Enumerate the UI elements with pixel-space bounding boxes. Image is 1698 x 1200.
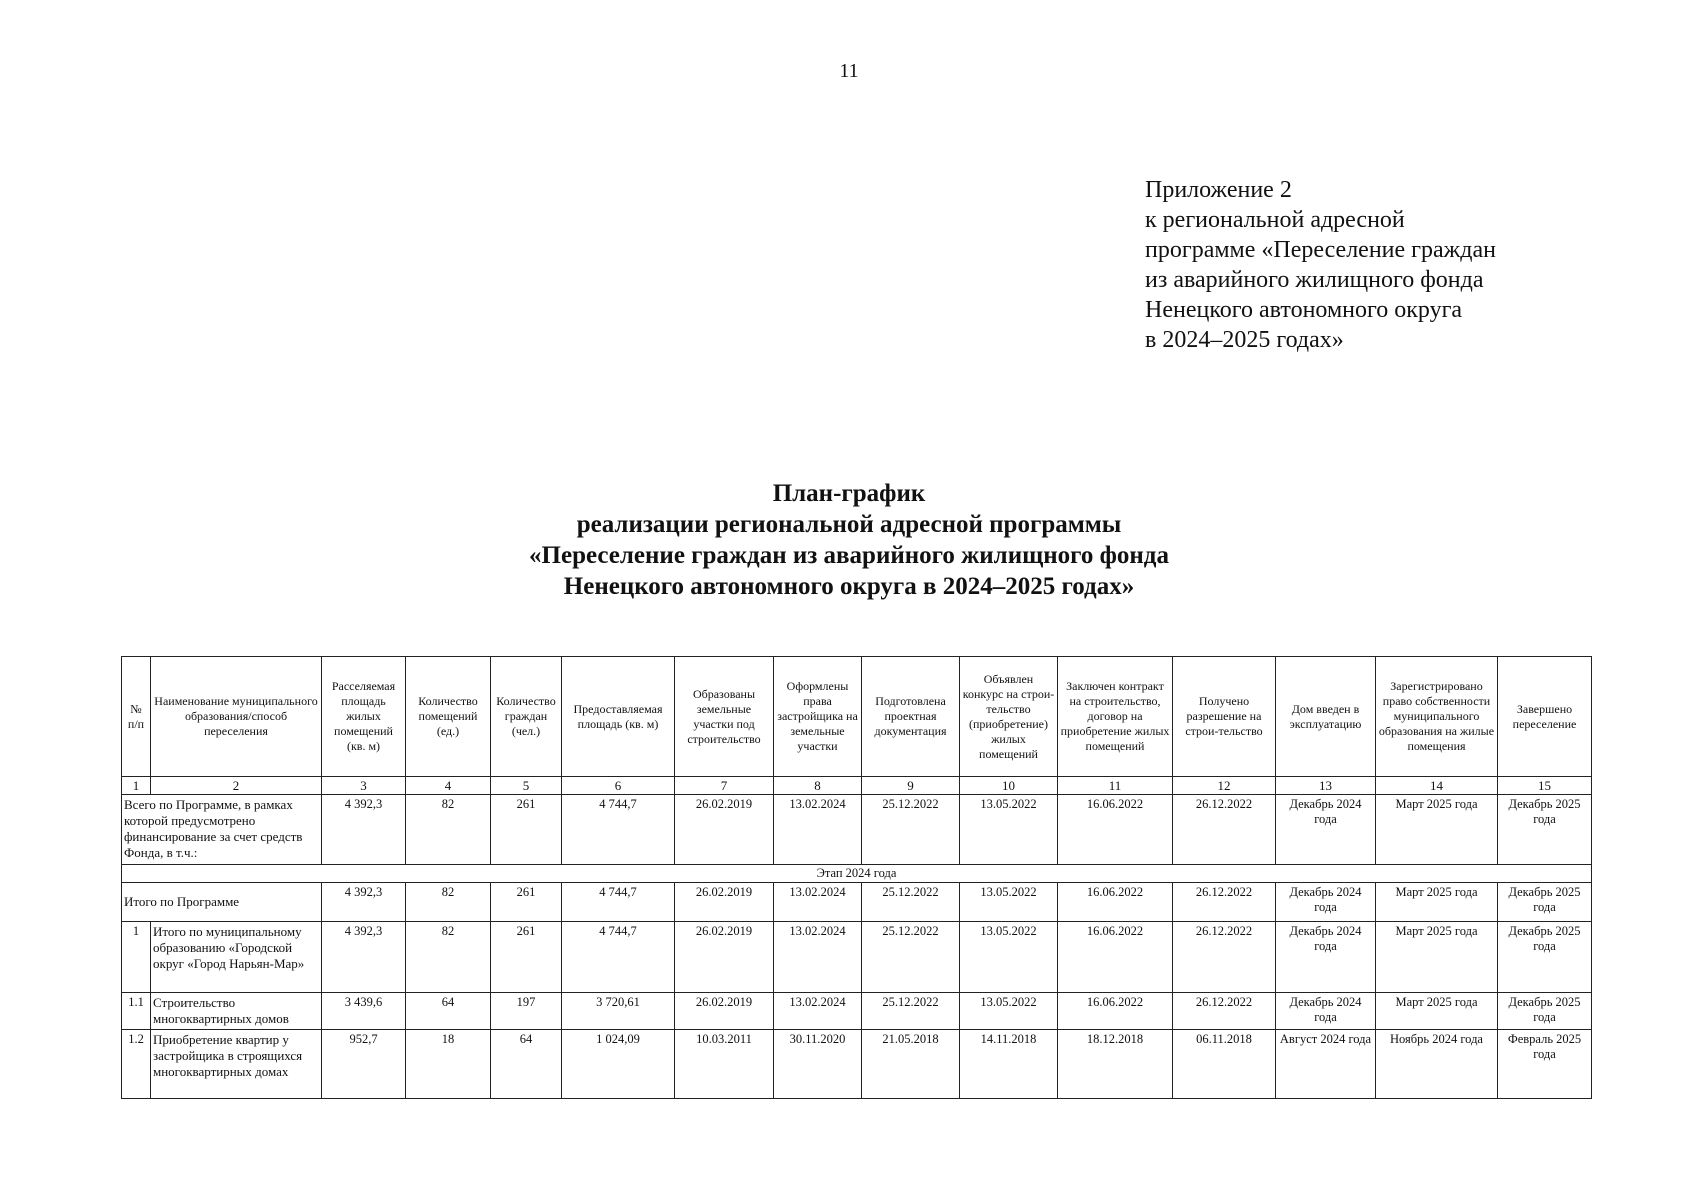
table-cell: 64 xyxy=(491,1030,562,1099)
appendix-line: к региональной адресной xyxy=(1145,207,1405,233)
table-cell: 16.06.2022 xyxy=(1058,922,1173,993)
table-cell: 10.03.2011 xyxy=(675,1030,774,1099)
appendix-line: программе «Переселение граждан xyxy=(1145,237,1496,263)
appendix-line: в 2024–2025 годах» xyxy=(1145,327,1344,353)
row-name-cell: Строительство многоквартирных домов xyxy=(151,993,322,1030)
title-line: реализации региональной адресной программы xyxy=(576,511,1122,538)
table-cell: Август 2024 года xyxy=(1276,1030,1376,1099)
table-cell: 13.02.2024 xyxy=(774,993,862,1030)
header-cell: Количество граждан (чел.) xyxy=(491,657,562,777)
table-cell: 14.11.2018 xyxy=(960,1030,1058,1099)
stage-label: Этап 2024 года xyxy=(122,865,1592,883)
row-name-cell: Итого по муниципальному образованию «Городской округ «Город Нарьян-Мар» xyxy=(151,922,322,993)
row-number-cell: 1.1 xyxy=(122,993,151,1030)
table-cell: 13.02.2024 xyxy=(774,883,862,922)
table-cell: 13.02.2024 xyxy=(774,922,862,993)
column-number: 4 xyxy=(406,777,491,795)
column-number: 12 xyxy=(1173,777,1276,795)
column-number-row xyxy=(122,777,1592,795)
table-cell: 82 xyxy=(406,922,491,993)
table-cell: 25.12.2022 xyxy=(862,795,960,865)
header-cell: Объявлен конкурс на строи-тельство (приобретение) жилых помещений xyxy=(960,657,1058,777)
header-cell: Оформлены права застройщика на земельные участки xyxy=(774,657,862,777)
header-cell: Дом введен в эксплуатацию xyxy=(1276,657,1376,777)
table-cell: Март 2025 года xyxy=(1376,795,1498,865)
title-line: «Переселение граждан из аварийного жилищного фонда xyxy=(529,542,1169,569)
column-number: 11 xyxy=(1058,777,1173,795)
column-number: 7 xyxy=(675,777,774,795)
table-cell: 13.05.2022 xyxy=(960,883,1058,922)
table-cell: 3 439,6 xyxy=(322,993,406,1030)
table-cell: Март 2025 года xyxy=(1376,993,1498,1030)
table-cell: 82 xyxy=(406,883,491,922)
column-number: 6 xyxy=(562,777,675,795)
table-cell: 25.12.2022 xyxy=(862,883,960,922)
table-cell: 21.05.2018 xyxy=(862,1030,960,1099)
column-number: 3 xyxy=(322,777,406,795)
table-cell: 26.12.2022 xyxy=(1173,883,1276,922)
table-cell: 4 744,7 xyxy=(562,883,675,922)
table-cell: Декабрь 2025 года xyxy=(1498,993,1592,1030)
column-number: 2 xyxy=(151,777,322,795)
table-cell: Декабрь 2025 года xyxy=(1498,922,1592,993)
table-cell: 952,7 xyxy=(322,1030,406,1099)
column-number: 13 xyxy=(1276,777,1376,795)
table-cell: 16.06.2022 xyxy=(1058,993,1173,1030)
table-cell: 4 744,7 xyxy=(562,795,675,865)
table-cell: 26.02.2019 xyxy=(675,922,774,993)
table-cell: 06.11.2018 xyxy=(1173,1030,1276,1099)
table-row xyxy=(122,1030,1592,1099)
table-cell: Март 2025 года xyxy=(1376,883,1498,922)
table-cell: Декабрь 2025 года xyxy=(1498,883,1592,922)
table-cell: Ноябрь 2024 года xyxy=(1376,1030,1498,1099)
title-line: План-график xyxy=(772,480,926,507)
column-number: 5 xyxy=(491,777,562,795)
table-row-itogo xyxy=(122,883,1592,922)
table-cell: 4 392,3 xyxy=(322,795,406,865)
table-cell: 4 392,3 xyxy=(322,922,406,993)
table-cell: 26.12.2022 xyxy=(1173,795,1276,865)
table-cell: 25.12.2022 xyxy=(862,993,960,1030)
row-name-cell: Итого по Программе xyxy=(122,883,322,922)
table-cell: Декабрь 2024 года xyxy=(1276,922,1376,993)
header-cell: Образованы земельные участки под строительство xyxy=(675,657,774,777)
row-number-cell: 1 xyxy=(122,922,151,993)
table-cell: 4 392,3 xyxy=(322,883,406,922)
table-cell: 18 xyxy=(406,1030,491,1099)
table-cell: Декабрь 2025 года xyxy=(1498,795,1592,865)
column-number: 8 xyxy=(774,777,862,795)
table-row xyxy=(122,993,1592,1030)
header-cell: Заключен контракт на строительство, договор на приобретение жилых помещений xyxy=(1058,657,1173,777)
document-title xyxy=(0,478,1698,602)
header-cell: Предоставляемая площадь (кв. м) xyxy=(562,657,675,777)
table-cell: 13.05.2022 xyxy=(960,922,1058,993)
table-cell: Февраль 2025 года xyxy=(1498,1030,1592,1099)
header-cell: № п/п xyxy=(122,657,151,777)
table-cell: 64 xyxy=(406,993,491,1030)
header-cell: Расселяемая площадь жилых помещений (кв. м) xyxy=(322,657,406,777)
table-cell: 30.11.2020 xyxy=(774,1030,862,1099)
table-cell: 13.05.2022 xyxy=(960,795,1058,865)
table-cell: 26.02.2019 xyxy=(675,795,774,865)
table-row xyxy=(122,922,1592,993)
column-number: 15 xyxy=(1498,777,1592,795)
table-cell: 26.12.2022 xyxy=(1173,993,1276,1030)
page-number: 11 xyxy=(839,60,859,82)
column-number: 14 xyxy=(1376,777,1498,795)
table-cell: 82 xyxy=(406,795,491,865)
table-cell: 197 xyxy=(491,993,562,1030)
column-number: 10 xyxy=(960,777,1058,795)
table-cell: 3 720,61 xyxy=(562,993,675,1030)
row-name-cell: Приобретение квартир у застройщика в строящихся многоквартирных домах xyxy=(151,1030,322,1099)
appendix-line: Приложение 2 xyxy=(1145,177,1292,203)
appendix-line: из аварийного жилищного фонда xyxy=(1145,267,1484,293)
column-number: 9 xyxy=(862,777,960,795)
header-cell: Наименование муниципального образования/способ переселения xyxy=(151,657,322,777)
table-cell: 13.05.2022 xyxy=(960,993,1058,1030)
table-cell: Декабрь 2024 года xyxy=(1276,795,1376,865)
schedule-table xyxy=(121,656,1592,1099)
row-name-cell: Всего по Программе, в рамках которой предусмотрено финансирование за счет средств Фонда, в т.ч.: xyxy=(122,795,322,865)
row-number-cell: 1.2 xyxy=(122,1030,151,1099)
appendix-note xyxy=(1145,175,1496,355)
table-cell: Декабрь 2024 года xyxy=(1276,993,1376,1030)
header-cell: Завершено переселение xyxy=(1498,657,1592,777)
table-cell: 16.06.2022 xyxy=(1058,795,1173,865)
table-row-program-total xyxy=(122,795,1592,865)
header-cell: Подготовлена проектная документация xyxy=(862,657,960,777)
header-cell: Количество помещений (ед.) xyxy=(406,657,491,777)
table-cell: 261 xyxy=(491,922,562,993)
title-line: Ненецкого автономного округа в 2024–2025 годах» xyxy=(563,573,1135,600)
table-cell: Декабрь 2024 года xyxy=(1276,883,1376,922)
table-cell: 18.12.2018 xyxy=(1058,1030,1173,1099)
table-cell: 26.02.2019 xyxy=(675,993,774,1030)
table-cell: 4 744,7 xyxy=(562,922,675,993)
header-cell: Получено разрешение на строи-тельство xyxy=(1173,657,1276,777)
table-cell: 25.12.2022 xyxy=(862,922,960,993)
table-cell: 16.06.2022 xyxy=(1058,883,1173,922)
table-cell: 1 024,09 xyxy=(562,1030,675,1099)
table-cell: Март 2025 года xyxy=(1376,922,1498,993)
stage-row xyxy=(122,865,1592,883)
table-cell: 13.02.2024 xyxy=(774,795,862,865)
table-cell: 26.12.2022 xyxy=(1173,922,1276,993)
header-cell: Зарегистрировано право собственности муниципального образования на жилые помещения xyxy=(1376,657,1498,777)
column-number: 1 xyxy=(122,777,151,795)
header-row xyxy=(122,657,1592,777)
appendix-line: Ненецкого автономного округа xyxy=(1145,297,1463,323)
table-cell: 261 xyxy=(491,795,562,865)
table-cell: 26.02.2019 xyxy=(675,883,774,922)
table-cell: 261 xyxy=(491,883,562,922)
